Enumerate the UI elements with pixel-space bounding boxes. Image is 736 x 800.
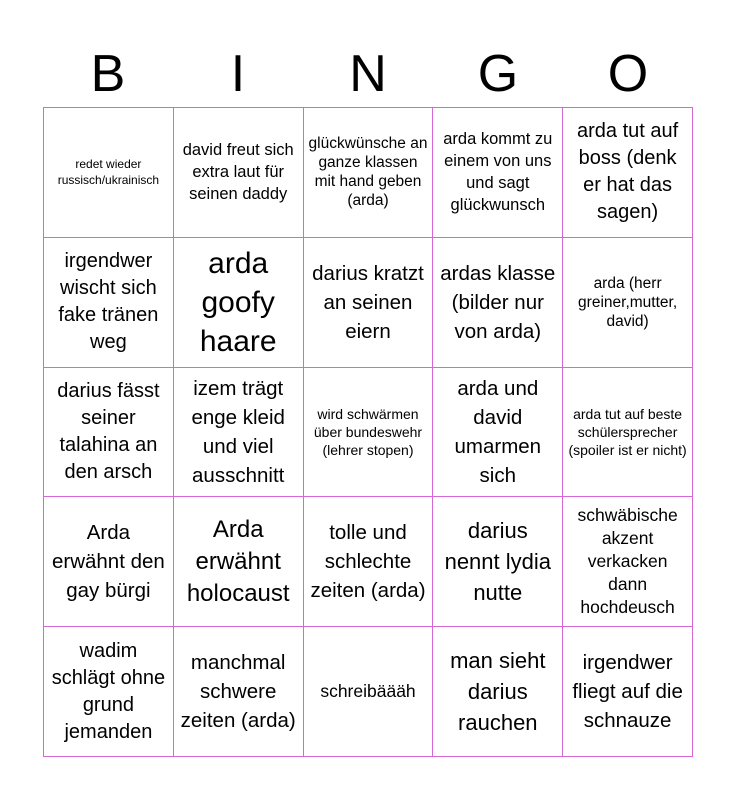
cell-text: Arda erwähnt holocaust [186, 515, 290, 607]
bingo-cell[interactable] [304, 368, 434, 498]
cell-text: arda und david umarmen sich [454, 376, 542, 487]
bingo-cell[interactable] [563, 497, 693, 627]
bingo-cell[interactable] [174, 238, 304, 368]
bingo-cell[interactable] [304, 108, 434, 238]
cell-text: david freut sich extra laut für seinen daddy [182, 141, 294, 204]
cell-text: irgendwer fliegt auf die schnauze [572, 651, 683, 733]
header-letter-i: I [230, 45, 246, 103]
bingo-cell[interactable] [433, 627, 563, 757]
header-letter-b: B [90, 45, 126, 103]
bingo-cell[interactable] [174, 108, 304, 238]
cell-text: darius nennt lydia nutte [444, 518, 551, 606]
cell-text: glückwünsche an ganze klassen mit hand geben (arda) [308, 135, 428, 210]
bingo-grid [43, 107, 693, 757]
header-letter-n: N [349, 45, 387, 103]
cell-text: manchmal schwere zeiten (arda) [180, 651, 296, 733]
header-letter-g: G [477, 45, 519, 103]
cell-text: arda kommt zu einem von uns und sagt glückwunsch [443, 130, 553, 215]
header-letter-o: O [607, 45, 649, 103]
bingo-cell[interactable] [44, 108, 174, 238]
cell-text: wadim schlägt ohne grund jemanden [51, 639, 166, 743]
bingo-cell[interactable] [563, 368, 693, 498]
cell-text: Arda erwähnt den gay bürgi [51, 521, 165, 603]
bingo-header [43, 44, 693, 104]
bingo-cell[interactable] [433, 108, 563, 238]
cell-text: irgendwer wischt sich fake tränen weg [58, 250, 159, 354]
cell-text: darius kratzt an seinen eiern [312, 261, 424, 343]
bingo-cell[interactable] [44, 368, 174, 498]
bingo-cell[interactable] [174, 627, 304, 757]
bingo-cell[interactable] [304, 238, 434, 368]
cell-text: tolle und schlechte zeiten (arda) [310, 521, 426, 603]
cell-text: izem trägt enge kleid und viel ausschnitt [191, 376, 285, 487]
cell-text: man sieht darius rauchen [450, 648, 546, 736]
cell-text: arda goofy haare [199, 246, 277, 358]
cell-text: schreibäääh [320, 681, 416, 702]
cell-text: ardas klasse (bilder nur von arda) [440, 261, 556, 343]
bingo-cell[interactable] [563, 627, 693, 757]
cell-text: schwäbische akzent verkacken dann hochdeusch [577, 505, 678, 618]
bingo-cell[interactable] [563, 238, 693, 368]
cell-text: wird schwärmen über bundeswehr (lehrer stopen) [313, 405, 423, 458]
bingo-cell[interactable] [433, 497, 563, 627]
bingo-cell[interactable] [44, 497, 174, 627]
bingo-cell[interactable] [433, 238, 563, 368]
bingo-cell[interactable] [563, 108, 693, 238]
cell-text: arda (herr greiner,mutter, david) [578, 274, 678, 330]
bingo-cell[interactable] [44, 627, 174, 757]
bingo-cell[interactable] [304, 497, 434, 627]
bingo-cell[interactable] [433, 368, 563, 498]
bingo-cell[interactable] [174, 497, 304, 627]
cell-text: arda tut auf boss (denk er hat das sagen) [577, 120, 679, 224]
cell-text: darius fässt seiner talahina an den arsch [57, 379, 160, 483]
cell-text: redet wieder russisch/ukrainisch [57, 157, 160, 188]
bingo-cell[interactable] [304, 627, 434, 757]
bingo-cell[interactable] [44, 238, 174, 368]
bingo-cell[interactable] [174, 368, 304, 498]
cell-text: arda tut auf beste schülersprecher (spoiler ist er nicht) [568, 405, 687, 458]
